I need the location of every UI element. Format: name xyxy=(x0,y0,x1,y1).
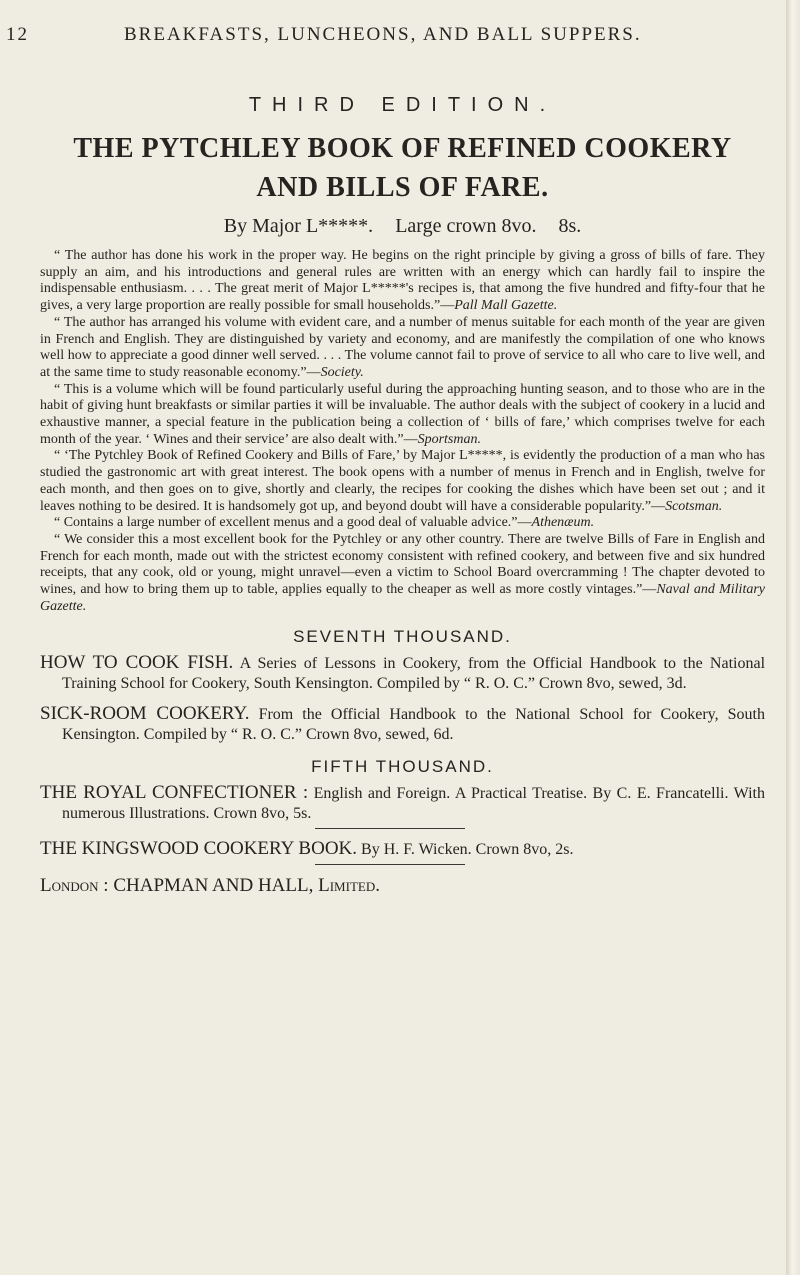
review-text: “ Contains a large number of excellent menus and a good deal of valuable advice.”— xyxy=(54,515,532,531)
book-entry-text: A Series of Lessons in Cookery, from the Official Handbook to the National Training School for Cookery, South Kensington. Compiled by “ R. O. C.” Crown 8vo, sewed, 3d. xyxy=(62,655,766,693)
page-edge xyxy=(786,0,800,1275)
review-sportsman xyxy=(40,382,765,449)
review-naval-military xyxy=(40,532,765,616)
review-athenaeum xyxy=(40,515,765,532)
seventh-thousand-heading: SEVENTH THOUSAND. xyxy=(293,627,512,647)
review-text: “ The author has done his work in the proper way. He begins on the right principle by giving a gross of bills of fare. They supply an aim, and his introductions and general rules are written with an energy which can hardly fail to inspire the indispensable enthusiasm. . . . The great merit of Major L*****'s recipes is, that among the five hundred and fifty-four that he gives, a very large proportion are really possible for small households.”— xyxy=(40,248,765,314)
review-scotsman xyxy=(40,448,765,515)
page-content xyxy=(40,94,765,897)
book-entry-title: THE KINGSWOOD COOKERY BOOK. xyxy=(40,838,358,860)
byline-author: By Major L*****. xyxy=(223,215,374,237)
book-title: THE PYTCHLEY BOOK OF REFINED COOKERY AND BILLS OF FARE. xyxy=(73,133,732,203)
review-text: “ We consider this a most excellent book for the Pytchley or any other country. There are twelve Bills of Fare in English and French for each month, made out with the strictest economy consistent with refined cookery, and between five and six hundred receipts, that any cook, old or young, might unravel—even a victim to School Board overcramming ! The chapter devoted to wines, and how to bring them up to table, applies equally to the cheaper as well as more costly vintages.”— xyxy=(40,531,765,598)
divider-rule xyxy=(315,828,465,829)
review-source: Athenæum. xyxy=(531,515,595,531)
imprint-suffix: Limited. xyxy=(318,875,380,897)
page-number: 12 xyxy=(6,24,29,45)
book-entry-kingswood xyxy=(40,839,765,860)
book-entry-text: From the Official Handbook to the National School for Cookery, South Kensington. Compiled by “ R. O. C.” Crown 8vo, sewed, 6d. xyxy=(62,706,766,744)
review-source: Society. xyxy=(320,364,364,380)
imprint-city: London : xyxy=(40,875,109,897)
review-source: Pall Mall Gazette. xyxy=(454,298,558,314)
book-entry-sick-room xyxy=(40,704,765,745)
book-entry-fish xyxy=(40,653,765,694)
edition-heading: THIRD EDITION. xyxy=(248,94,557,116)
review-text: “ This is a volume which will be found particularly useful during the approaching hunting season, and to those who are in the habit of giving hunt breakfasts or similar parties it will be invaluable. The author deals with the subject of cookery in a lucid and exhaustive manner, a special feature in the publication being a collection of ‘ bills of fare,’ which comprises twelve for each month of the year. ‘ Wines and their service’ are also dealt with.”— xyxy=(40,381,765,447)
byline-format: Large crown 8vo. xyxy=(395,215,537,237)
review-source: Sportsman. xyxy=(417,431,481,447)
review-source: Scotsman. xyxy=(665,498,723,514)
running-head-title: BREAKFASTS, LUNCHEONS, AND BALL SUPPERS. xyxy=(124,24,642,45)
review-text: “ ‘The Pytchley Book of Refined Cookery and Bills of Fare,’ by Major L*****, is evidently the production of a man who has studied the gastronomic art with great interest. The book opens with a number of menus in French and in English, twelve for each month, and then goes on to give, shortly and clearly, the recipes for cooking the dishes which have been set out ; and it leaves nothing to be desired. It is handsomely got up, and beyond doubt will have a considerable popularity.”— xyxy=(40,448,765,514)
fifth-thousand-heading: FIFTH THOUSAND. xyxy=(311,757,494,777)
publisher-imprint xyxy=(40,875,765,897)
book-entry-text: By H. F. Wicken. Crown 8vo, 2s. xyxy=(361,841,574,859)
book-entry-royal-confectioner xyxy=(40,783,765,824)
book-entry-title: THE ROYAL CONFECTIONER : xyxy=(40,782,309,804)
divider-rule xyxy=(315,864,465,865)
book-entry-title: SICK-ROOM COOKERY. xyxy=(40,703,250,725)
imprint-publisher: CHAPMAN AND HALL, xyxy=(113,875,314,897)
review-source: Naval and Military Gazette. xyxy=(40,582,765,614)
running-head xyxy=(0,24,786,54)
book-entry-title: HOW TO COOK FISH. xyxy=(40,652,234,674)
book-entry-text: English and Foreign. A Practical Treatise. By C. E. Francatelli. With numerous Illustrations. Crown 8vo, 5s. xyxy=(62,785,765,823)
byline xyxy=(40,215,765,238)
review-society xyxy=(40,315,765,382)
review-pall-mall xyxy=(40,248,765,315)
byline-price: 8s. xyxy=(558,215,582,237)
review-text: “ The author has arranged his volume with evident care, and a number of menus suitable for each month of the year are given in French and English. They are distinguished by variety and economy, and are manifestly the compilation of one who knows well how to appreciate a good dinner well served. . . . The volume cannot fail to prove of service to all who care to live well, and at the same time to study reasonable economy.”— xyxy=(40,314,765,380)
